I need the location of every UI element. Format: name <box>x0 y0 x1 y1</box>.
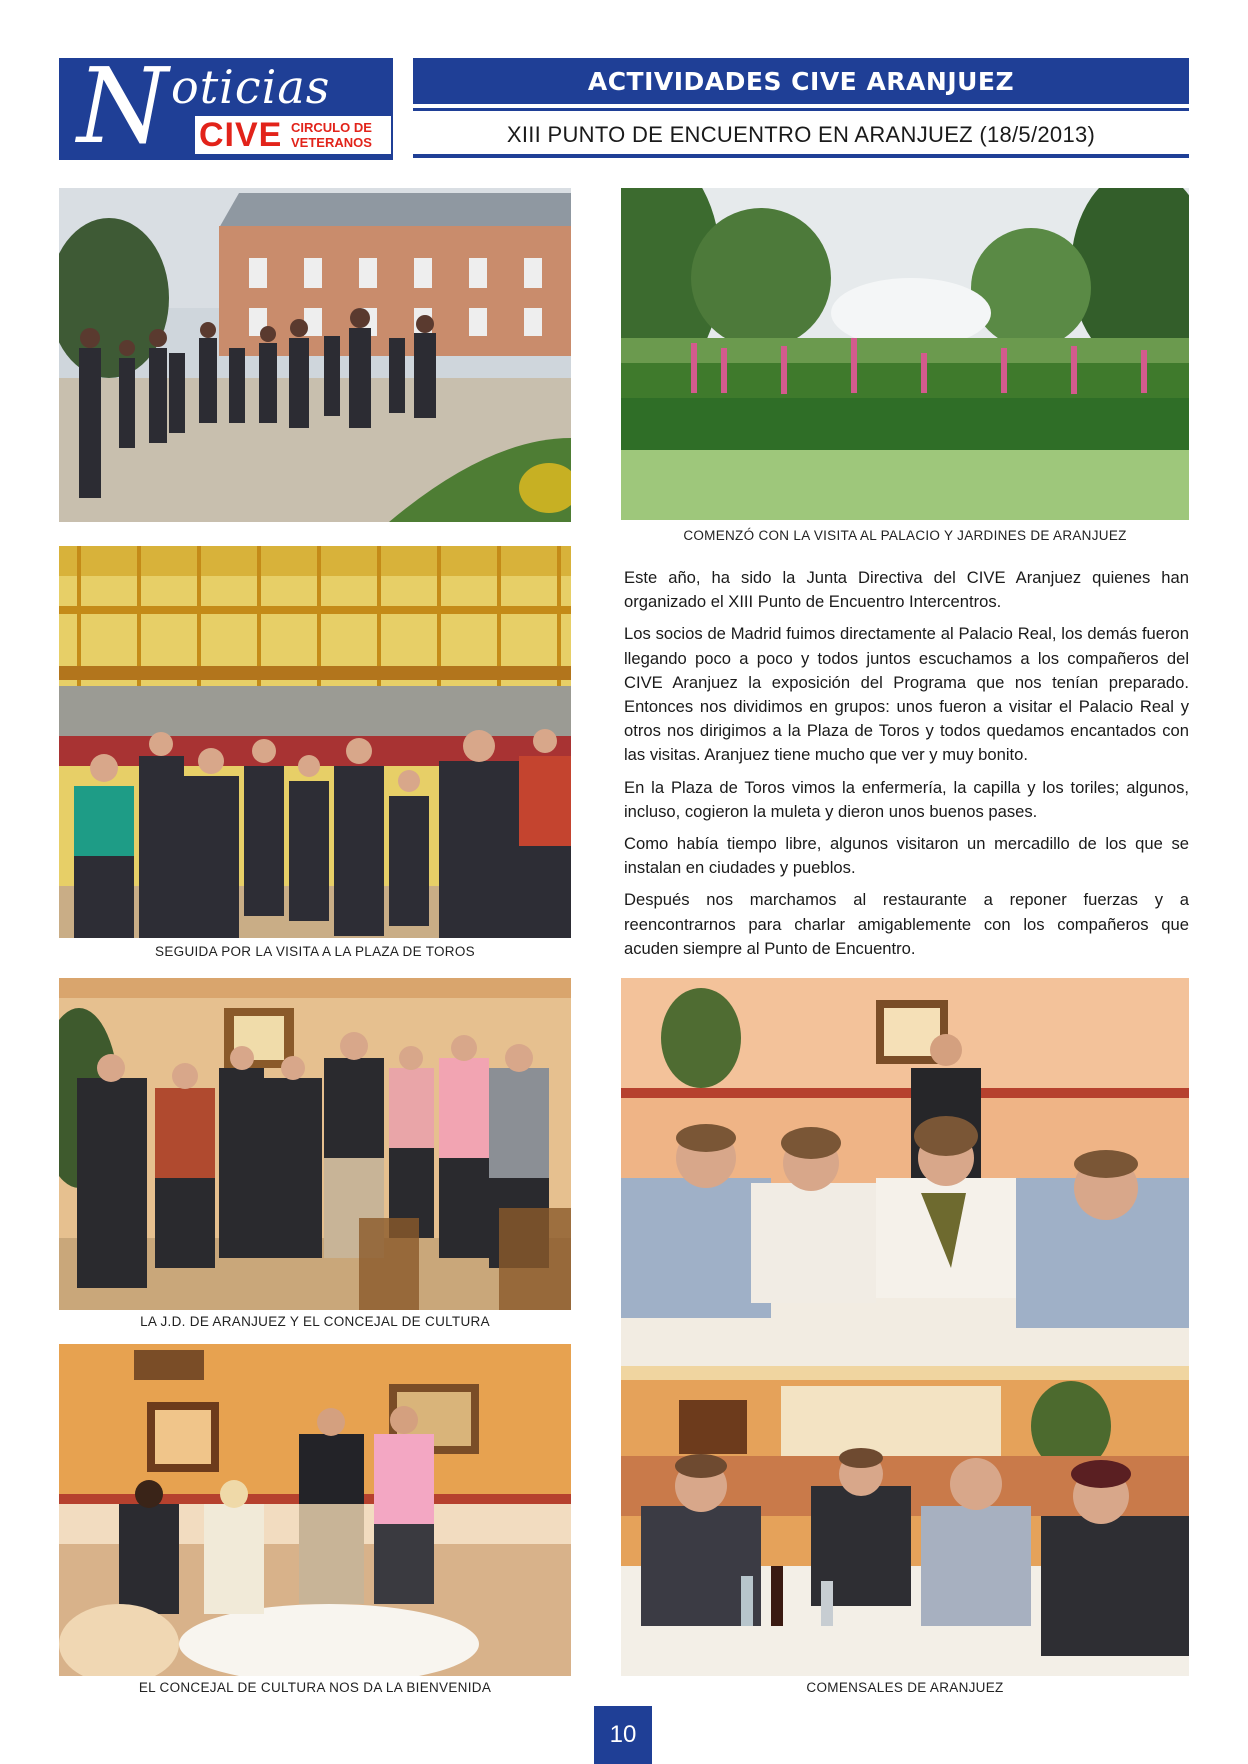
article-body <box>624 566 1189 969</box>
article-paragraph: Este año, ha sido la Junta Directiva del CIVE Aranjuez quienes han organizado el XIII Punto de Encuentro Intercentros. <box>624 568 1189 612</box>
caption-bullring: SEGUIDA POR LA VISITA A LA PLAZA DE TOROS <box>155 944 475 959</box>
section-header <box>413 58 1189 104</box>
header-rule-bottom <box>413 154 1189 158</box>
article-paragraph: Los socios de Madrid fuimos directamente al Palacio Real, los demás fueron llegando poco a poco y todos juntos escuchamos a los compañeros del CIVE Aranjuez la exposición del Programa que nos tenían preparado. Entonces nos dividimos en grupos: unos fueron a visitar el Palacio Real y otros nos dirigimos a la Plaza de Toros y todos quedamos encantados con las visitas. Aranjuez tiene mucho que ver y muy bonito. <box>624 624 1189 765</box>
photo-dinner-table <box>621 978 1189 1366</box>
logo-brand: CIVE <box>199 116 283 154</box>
photo-board-group <box>59 978 571 1310</box>
photo-diners <box>621 1366 1189 1676</box>
logo-strip <box>195 116 391 154</box>
logo-script-n: N <box>77 58 168 160</box>
header-rule-top <box>413 108 1189 111</box>
caption-welcome: EL CONCEJAL DE CULTURA NOS DA LA BIENVENIDA <box>138 1680 492 1695</box>
article-paragraph: Como había tiempo libre, algunos visitaron un mercadillo de los que se instalan en ciudades y pueblos. <box>624 834 1189 878</box>
logo-script-rest: oticias <box>171 60 331 114</box>
section-title: ACTIVIDADES CIVE ARANJUEZ <box>587 66 1015 96</box>
section-subtitle: XIII PUNTO DE ENCUENTRO EN ARANJUEZ (18/5/2013) <box>506 122 1096 147</box>
caption-diners: COMENSALES DE ARANJUEZ <box>806 1680 1004 1695</box>
noticias-cive-logo <box>59 58 393 160</box>
article-paragraph: Después nos marchamos al restaurante a reponer fuerzas y a reencontrarnos para charlar amigablemente con los compañeros que acuden siempre al Punto de Encuentro. <box>624 890 1189 958</box>
logo-subtitle: CIRCULO DE VETERANOS <box>291 120 372 150</box>
photo-welcome-speech <box>59 1344 571 1676</box>
photo-palace-group <box>59 188 571 522</box>
caption-gardens: COMENZÓ CON LA VISITA AL PALACIO Y JARDINES DE ARANJUEZ <box>683 528 1127 543</box>
article-paragraph: En la Plaza de Toros vimos la enfermería, la capilla y los toriles; algunos, incluso, cogieron la muleta y dieron unos buenos pases. <box>624 777 1189 821</box>
page-number: 10 <box>594 1706 652 1764</box>
caption-board: LA J.D. DE ARANJUEZ Y EL CONCEJAL DE CULTURA <box>140 1314 490 1329</box>
photo-bullring-group <box>59 546 571 938</box>
photo-gardens-fountain <box>621 188 1189 520</box>
